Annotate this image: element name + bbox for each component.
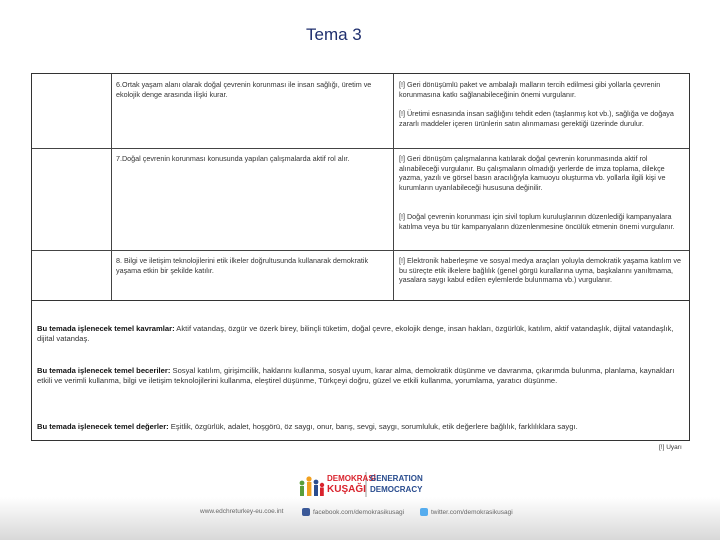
outcome-text: 8. Bilgi ve iletişim teknolojilerini etik ilkeler doğrultusunda kullanarak demokratik yaşama etkin bir şekilde katılır. (116, 256, 369, 275)
logo-text-tr (327, 473, 376, 495)
twitter-icon (420, 508, 428, 516)
theme-summary (31, 301, 690, 441)
concepts-paragraph (37, 324, 681, 344)
note-text: [!] Elektronik haberleşme ve sosyal medya araçları yoluyla demokratik yaşama katılım ve bu süreçte etik ilkelere bağlılık (genel görgü kurallarına uyma, başkalarını yanıltmama, yasalara saygı kabul edilen eylemlerde bulunmama vb.) vurgulanır. (399, 256, 682, 285)
table-row (32, 250, 689, 300)
table-row (32, 74, 689, 149)
footer-website-link[interactable] (200, 508, 283, 515)
facebook-icon (302, 508, 310, 516)
logo-word: GENERATION (370, 474, 423, 483)
logo-text-en (370, 473, 423, 495)
values-paragraph (37, 422, 681, 432)
skills-paragraph (37, 366, 681, 386)
footer-bar (0, 497, 720, 540)
note-text: [!] Geri dönüşümlü paket ve ambalajlı malların tercih edilmesi gibi yollarla çevrenin korunmasına katkı sağlanabileceğinin önemi vurgulanır. (399, 80, 661, 99)
facebook-text: facebook.com/demokrasikusagi (313, 508, 405, 516)
values-text: Eşitlik, özgürlük, adalet, hoşgörü, öz saygı, onur, barış, sevgi, saygı, sorumluluk, etik değerlere bağlılık, farklılıklara saygı. (168, 422, 578, 431)
footer-facebook-link[interactable] (302, 508, 404, 516)
logo-word: DEMOCRACY (370, 485, 423, 494)
footer-twitter-link[interactable] (420, 508, 513, 516)
website-text: www.edchreturkey-eu.coe.int (200, 508, 284, 515)
page-title: Tema 3 (306, 25, 362, 44)
table-row (32, 148, 689, 251)
twitter-text: twitter.com/demokrasikusagi (431, 508, 513, 516)
outcomes-table (31, 73, 690, 301)
skills-text: Sosyal katılım, girişimcilik, haklarını kullanma, sosyal uyum, karar alma, demokratik düşünme ve davranma, çıkarımda bulunma, planlama, kaynakları etkili ve verimli kullanma, bilgi ve iletişim teknolojilerini kullanma, eleştirel düşünme, Türkçeyi doğru, güzel ve etkili kullanma, yorumlama, yaratıcı düşünme. (37, 366, 675, 385)
logo-word: DEMOKRASİ (327, 474, 376, 483)
concepts-label: Bu temada işlenecek temel kavramlar: (37, 324, 175, 333)
concepts-text: Aktif vatandaş, özgür ve özerk birey, bilinçli tüketim, doğal çevre, ekolojik denge, insan hakları, özgürlük, katılım, aktif vatandaşlık, dijital vatandaşlık, dijital vatandaş. (37, 324, 674, 343)
values-label: Bu temada işlenecek temel değerler: (37, 422, 169, 431)
note-text: [!] Geri dönüşüm çalışmalarına katılarak doğal çevrenin korunmasında aktif rol alınabileceği vurgulanır. Bu çalışmaların olmadığı yerlerde de imza toplama, dilekçe yazma, yazılı ve görsel basın aracılığıyla kamuoyu oluşturma vb. yollarla ilgili kişi ve kurumların uyarılabileceği hususuna değinilir. (399, 154, 666, 192)
logo-word: KUŞAĞI (327, 484, 366, 495)
note-text: [!] Doğal çevrenin korunması için sivil toplum kuruluşlarının düzenlediği kampanyalara katılma veya bu tür kampanyaların düzenlenmesine öncülük etmenin önemi vurgulanır. (399, 212, 675, 231)
outcome-text: 6.Ortak yaşam alanı olarak doğal çevrenin korunması ile insan sağlığı, üretim ve ekolojik denge arasında ilişki kurar. (116, 80, 372, 99)
note-text: [!] Üretimi esnasında insan sağlığını tehdit eden (taşlanmış kot vb.), sağlığa ve doğaya zararlı maddeler içeren ürünlerin satın alınmaması gerektiği üzerinde durulur. (399, 109, 674, 128)
outcome-text: 7.Doğal çevrenin korunması konusunda yapılan çalışmalarda aktif rol alır. (116, 154, 350, 163)
warning-legend: [!] Uyarı (659, 444, 682, 451)
skills-label: Bu temada işlenecek temel beceriler: (37, 366, 171, 375)
